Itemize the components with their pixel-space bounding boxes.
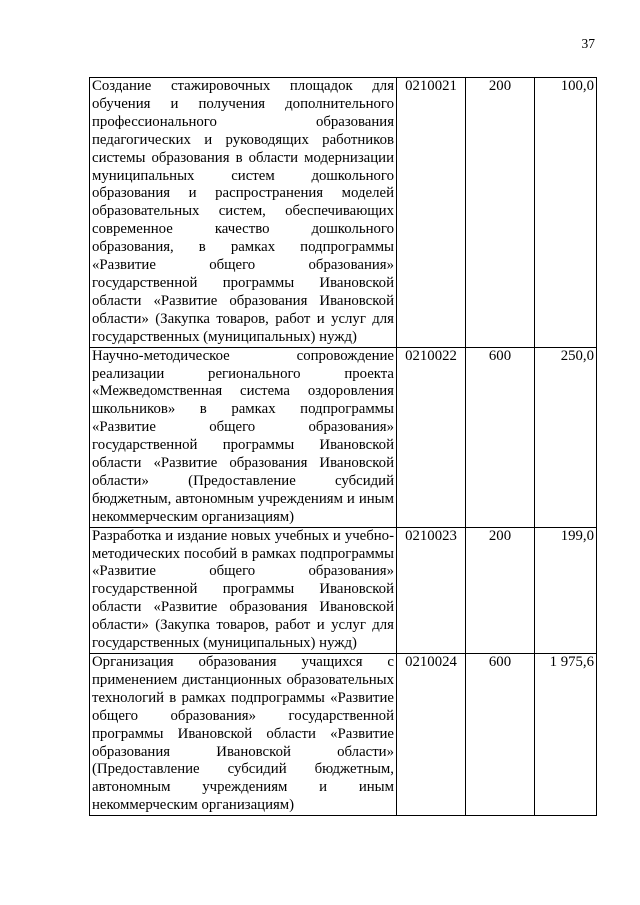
expense-name-cell: Научно-методическое сопровождение реализации регионального проекта «Межведомственная система оздоровления школьников» в рамках подпрограммы «Развитие общего образования» государственной программы Ивановской области «Развитие образования Ивановской области» (Предоставление субсидий бюджетным, автономным учреждениям и иным некоммерческим организациям) (90, 347, 397, 527)
expense-name-cell: Создание стажировочных площадок для обучения и получения дополнительного профессионального образования педагогических и руководящих работников системы образования в области модернизации муниципальных систем дошкольного образования и распространения моделей образовательных систем, обеспечивающих современное качество дошкольного образования, в рамках подпрограммы «Развитие общего образования» государственной программы Ивановской области «Развитие образования Ивановской области» (Закупка товаров, работ и услуг для государственных (муниципальных) нужд) (90, 78, 397, 348)
expense-name-cell: Организация образования учащихся с применением дистанционных образовательных технологий в рамках подпрограммы «Развитие общего образования» государственной программы Ивановской области «Развитие образования Ивановской области» (Предоставление субсидий бюджетным, автономным учреждениям и иным некоммерческим организациям) (90, 654, 397, 816)
target-article-code-cell: 0210021 (397, 78, 466, 348)
target-article-code-cell: 0210023 (397, 527, 466, 653)
page-number: 37 (581, 36, 595, 51)
expense-type-code-cell: 200 (466, 527, 535, 653)
amount-cell: 250,0 (535, 347, 597, 527)
table-row (90, 527, 597, 653)
expense-type-code-cell: 200 (466, 78, 535, 348)
target-article-code-cell: 0210024 (397, 654, 466, 816)
expense-type-code-cell: 600 (466, 654, 535, 816)
table-row (90, 654, 597, 816)
target-article-code-cell: 0210022 (397, 347, 466, 527)
budget-table (89, 77, 597, 816)
table-row (90, 347, 597, 527)
expense-type-code-cell: 600 (466, 347, 535, 527)
table-row (90, 78, 597, 348)
amount-cell: 100,0 (535, 78, 597, 348)
amount-cell: 199,0 (535, 527, 597, 653)
expense-name-cell: Разработка и издание новых учебных и учебно-методических пособий в рамках подпрограммы «Развитие общего образования» государственной программы Ивановской области «Развитие образования Ивановской области» (Закупка товаров, работ и услуг для государственных (муниципальных) нужд) (90, 527, 397, 653)
amount-cell: 1 975,6 (535, 654, 597, 816)
